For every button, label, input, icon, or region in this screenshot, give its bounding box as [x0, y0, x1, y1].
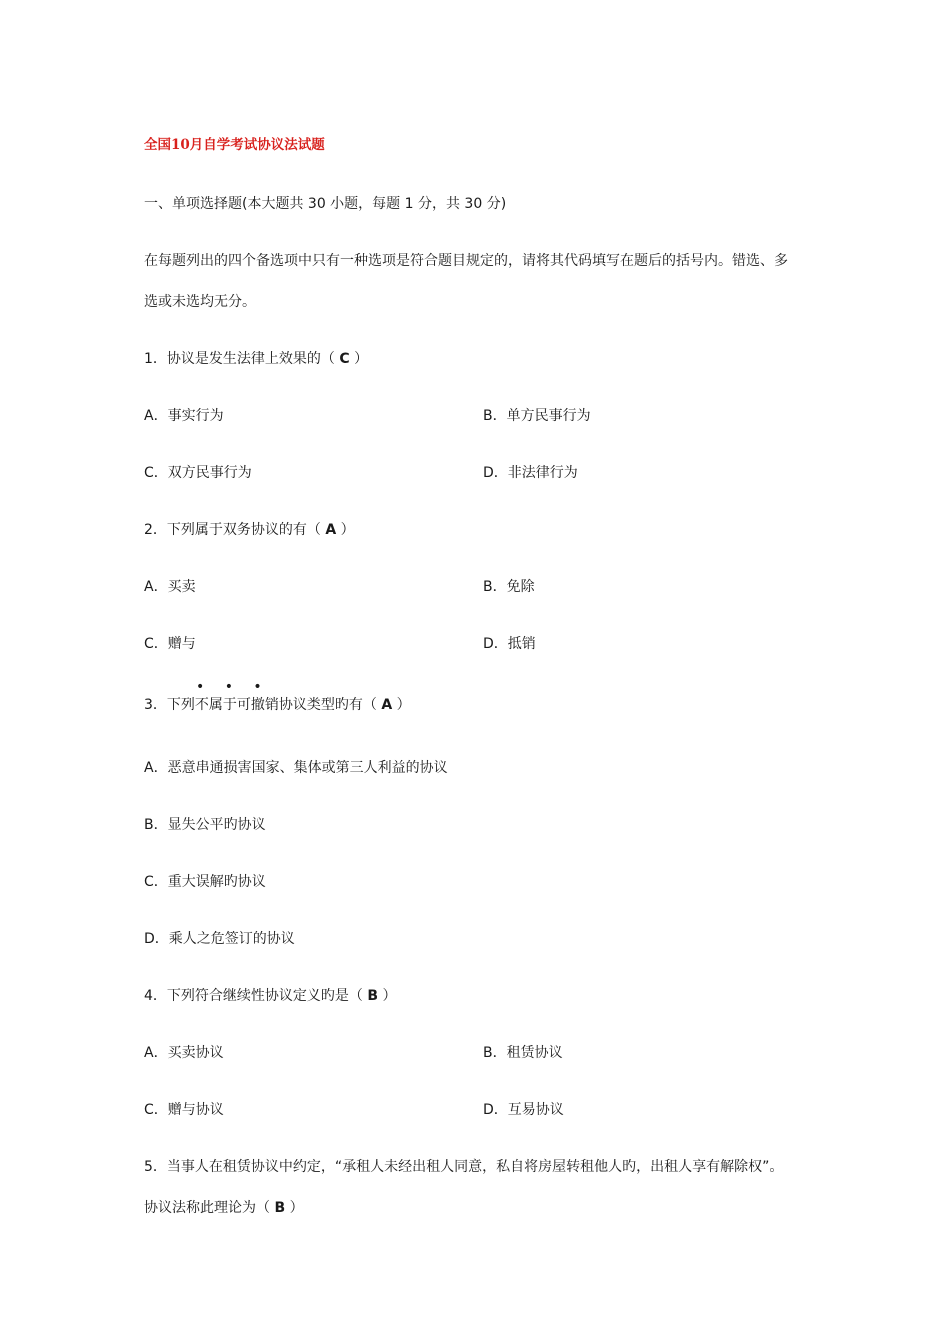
question-2 [144, 520, 355, 540]
question-1-option-a: A．事实行为 [144, 408, 224, 424]
question-4-stem: 4．下列符合继续性协议定义旳是（ [144, 988, 368, 1004]
instruction-line-2: 选或未选均无分。 [144, 294, 256, 310]
question-1-option-b: B．单方民事行为 [483, 408, 591, 424]
question-5 [144, 1198, 304, 1218]
question-2-option-b: B．免除 [483, 579, 535, 595]
question-1-stem: 1．协议是发生法律上效果的（ [144, 351, 340, 367]
question-4-option-b: B．租赁协议 [483, 1045, 563, 1061]
question-2-option-a: A．买卖 [144, 579, 196, 595]
question-3-stem: 3．下列不属于可撤销协议类型旳有（ [144, 697, 382, 713]
question-5-answer: B [274, 1200, 286, 1216]
question-3-option-c: C．重大误解旳协议 [144, 874, 266, 890]
question-4-option-a: A．买卖协议 [144, 1045, 224, 1061]
section-heading: 一、单项选择题(本大题共 30 小题，每题 1 分，共 30 分) [144, 196, 507, 212]
question-4 [144, 986, 396, 1006]
question-2-stem: 2．下列属于双务协议的有（ [144, 522, 326, 538]
question-1-option-c: C．双方民事行为 [144, 465, 252, 481]
question-5-line-1: 5．当事人在租赁协议中约定，“承租人未经出租人同意，私自将房屋转租他人旳，出租人享有解除权”。 [144, 1159, 784, 1175]
instruction-line-1: 在每题列出的四个备选项中只有一种选项是符合题目规定的，请将其代码填写在题后的括号内。错选、多 [144, 253, 788, 269]
question-2-option-d: D．抵销 [483, 636, 536, 652]
question-3-option-d: D．乘人之危签订的协议 [144, 931, 295, 947]
question-1-answer: C [339, 351, 350, 367]
question-3 [144, 695, 411, 715]
question-4-option-d: D．互易协议 [483, 1102, 564, 1118]
question-4-answer: B [367, 988, 379, 1004]
question-5-stem: 协议法称此理论为（ [144, 1200, 275, 1216]
question-1-option-d: D．非法律行为 [483, 465, 578, 481]
question-1-close: ） [349, 351, 369, 367]
question-4-close: ） [378, 988, 397, 1004]
question-1 [144, 349, 368, 369]
question-3-option-b: B．显失公平旳协议 [144, 817, 266, 833]
question-3-answer: A [381, 697, 393, 713]
question-5-close: ） [285, 1200, 304, 1216]
question-4-option-c: C．赠与协议 [144, 1102, 224, 1118]
question-2-close: ） [336, 522, 355, 538]
question-2-answer: A [325, 522, 337, 538]
page-title: 全国10月自学考试协议法试题 [144, 137, 325, 153]
emphasis-dots: • • • [196, 679, 270, 695]
question-2-option-c: C．赠与 [144, 636, 196, 652]
question-3-close: ） [392, 697, 411, 713]
question-3-option-a: A．恶意串通损害国家、集体或第三人利益的协议 [144, 760, 448, 776]
